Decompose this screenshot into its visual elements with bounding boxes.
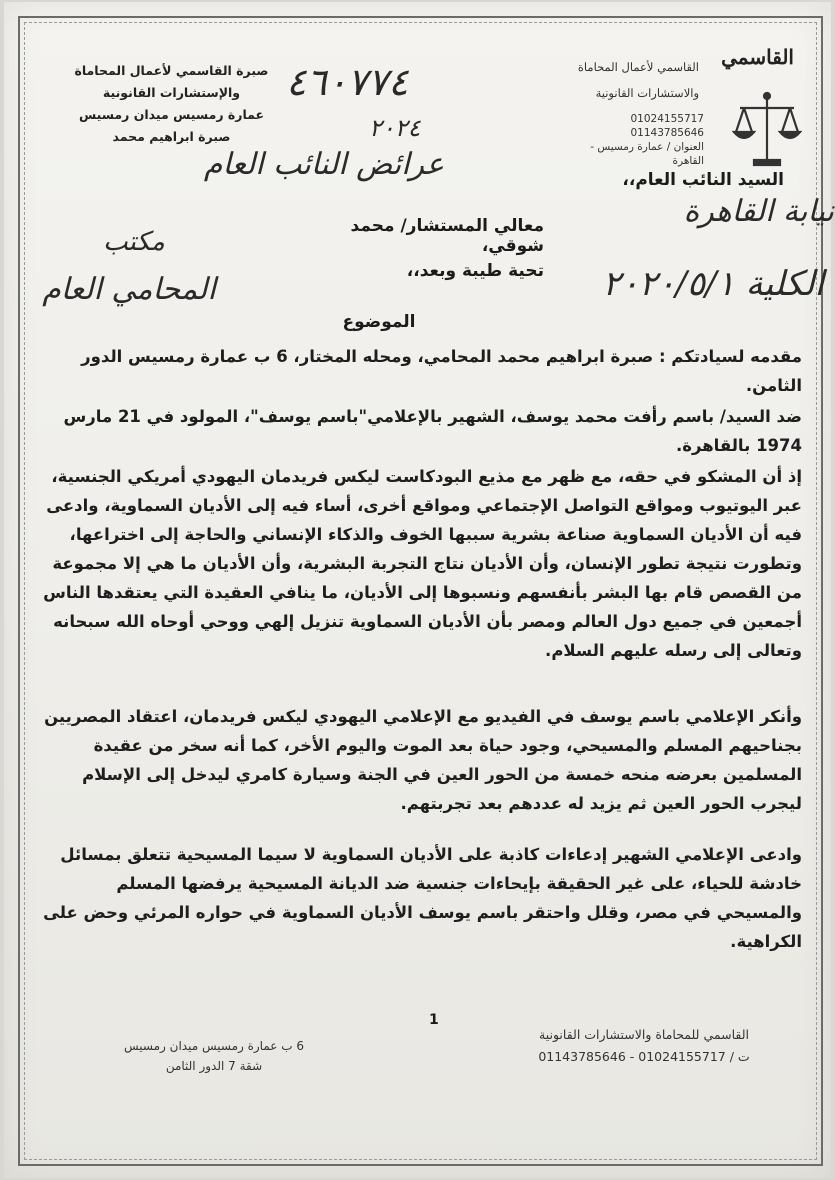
office-info-block — [64, 60, 279, 148]
handwritten-note: الكلية ٢٠٢٠/٥/١ — [602, 264, 824, 304]
phone-number: 01143785646 — [630, 127, 704, 139]
letterhead-subtitle-line: القاسمي لأعمال المحاماة — [577, 60, 699, 74]
footer-address-line: 6 ب عمارة رمسيس ميدان رمسيس — [123, 1039, 305, 1053]
addressee-name: معالي المستشار/ محمد شوقي، — [350, 216, 544, 256]
addressee: السيد النائب العام،، — [622, 170, 784, 190]
subject-label: الموضوع — [342, 312, 416, 332]
letterhead-contact — [564, 112, 704, 168]
phone-number: 01024155717 — [630, 113, 704, 125]
office-line: صبرة ابراهيم محمد — [112, 129, 231, 144]
handwritten-note: عرائض النائب العام — [203, 147, 444, 182]
office-line: صبرة القاسمي لأعمال المحاماة — [74, 63, 269, 78]
greeting: تحية طيبة وبعد،، — [406, 261, 544, 281]
handwritten-number: ٤٦٠٧٧٤ — [286, 60, 409, 104]
scales-of-justice-icon — [732, 90, 802, 170]
letterhead-subtitle-line: والاستشارات القانونية — [595, 86, 699, 100]
letterhead-address: العنوان / عمارة رمسيس - القاهرة — [590, 141, 704, 167]
against-paragraph: ضد السيد/ باسم رأفت محمد يوسف، الشهير بالإعلامي"باسم يوسف"، المولود في 21 مارس 1974 بالقاهرة. — [63, 407, 802, 455]
intro-paragraph: مقدمه لسيادتكم : صبرة ابراهيم محمد المحامي، ومحله المختار، 6 ب عمارة رمسيس الدور الثامن. — [81, 347, 802, 395]
footer-address-line: شقة 7 الدور الثامن — [165, 1059, 263, 1073]
handwritten-note: نيابة القاهرة — [683, 194, 834, 229]
handwritten-note: مكتب — [103, 227, 165, 257]
office-line: عمارة رمسيس ميدان رمسيس — [78, 107, 265, 122]
handwritten-note: المحامي العام — [42, 272, 216, 307]
footer-address — [119, 1036, 309, 1076]
page-number: 1 — [429, 1012, 439, 1028]
handwritten-year: ٢٠٢٤ — [369, 114, 421, 142]
letterhead-subtitle — [549, 54, 699, 106]
footer-phones: ت / 01024155717 - 01143785646 — [538, 1049, 750, 1064]
letterhead-name: القاسمي — [721, 45, 794, 69]
body-paragraph: وأنكر الإعلامي باسم يوسف في الفيديو مع الإعلامي اليهودي ليكس فريدمان، اعتقاد المصريين بجناحيهم المسلم والمسيحي، وجود حياة بعد الموت واليوم الأخر، كما أنه سخر من عقيدة المسلمين بعرضه منحه خمسة من الحور العين في الجنة وسيارة كامري ليدخل إلى الإسلام ليجرب الحور العين ثم يزيد له عددهم بعد تجربتهم. — [44, 707, 802, 813]
footer-firm — [504, 1024, 784, 1068]
document-page — [4, 2, 834, 1178]
footer-firm-name: القاسمي للمحاماة والاستشارات القانونية — [539, 1027, 749, 1042]
body-paragraph: إذ أن المشكو في حقه، مع ظهر مع مذيع البودكاست ليكس فريدمان اليهودي أمريكي الجنسية، عبر اليوتيوب ومواقع التواصل الإجتماعي ومواقع أخرى، أساء فيه إلى الأديان السماوية، وادعى فيه أن الأديان السماوية صناعة بشرية سببها الخوف والذكاء الإنساني والحاجة إلى اختراعها، وتطورت نتيجة تطور الإنسان، وأن الأديان نتاج التجربة البشرية، وأن الأديان ما هي إلا مجموعة من القصص قام بها البشر بأنفسهم ونسبوها إلى الأديان، ما ينافي العقيدة التي يعتقدها الناس أجمعين في جميع دول العالم ومصر بأن الأديان السماوية تنزيل إلهي ووحي أوحاه الله سبحانه وتعالى إلى رسله عليهم السلام. — [43, 467, 802, 660]
office-line: والإستشارات القانونية — [102, 85, 241, 100]
body-paragraph: وادعى الإعلامي الشهير إدعاءات كاذبة على الأديان السماوية لا سيما المسيحية تتعلق بمسائل خادشة للحياء، على غير الحقيقة بإيحاءات جنسية ضد الديانة المسيحية يرفضها المسلم والمسيحي في مصر، وقلل واحتقر باسم يوسف الأديان السماوية في حواره المرئي وحض على الكراهية. — [43, 845, 802, 951]
